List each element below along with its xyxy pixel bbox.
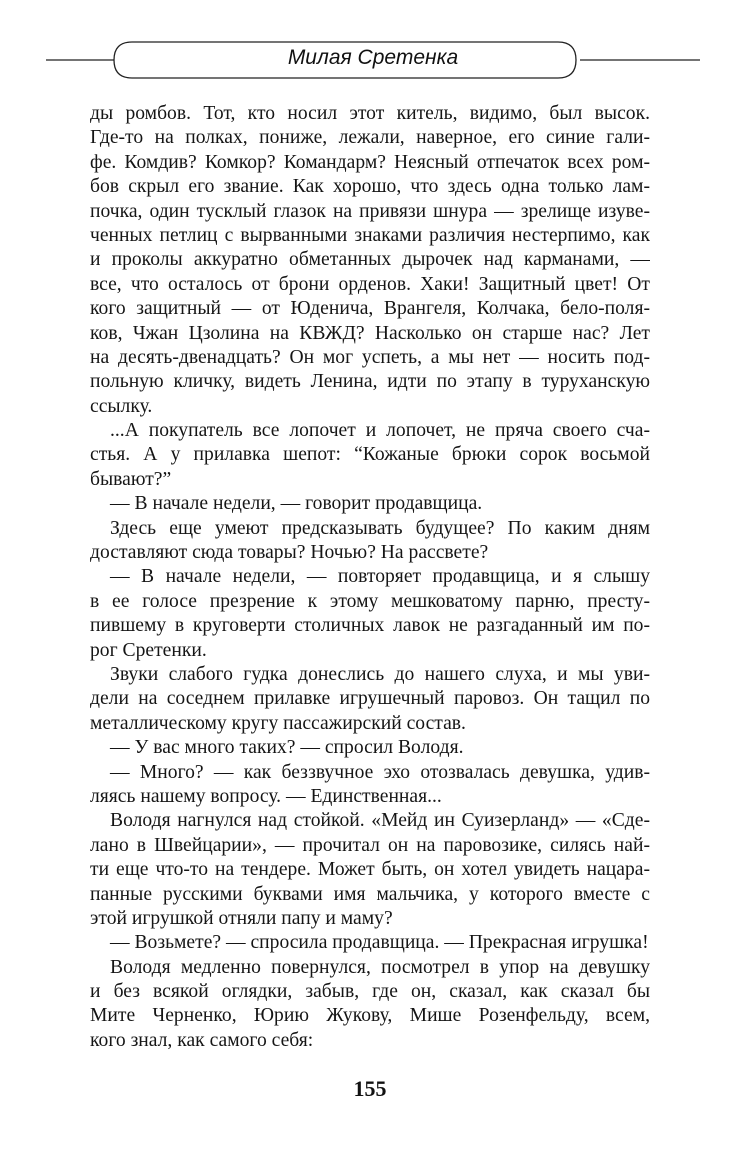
text-line: почка, один тусклый глазок на привязи шнура — зрелище изуве-	[90, 200, 650, 222]
text-line: на десять-двенадцать? Он мог успеть, а мы нет — носить под-	[90, 346, 650, 368]
text-line: и проколы аккуратно обметанных дырочек над карманами, —	[90, 249, 650, 271]
text-line: стья. А у прилавка шепот: “Кожаные брюки сорок восьмой	[90, 444, 650, 466]
text-line: Где-то на полках, пониже, лежали, наверное, его синие гали-	[90, 127, 650, 149]
text-line: кого защитный — от Юденича, Врангеля, Колчака, бело-поля-	[90, 298, 650, 320]
text-line: ляясь нашему вопросу. — Единственная...	[90, 785, 442, 807]
text-line: Володя нагнулся над стойкой. «Мейд ин Суизерланд» — «Сде-	[110, 810, 650, 832]
text-line: Звуки слабого гудка донеслись до нашего слуха, и мы уви-	[110, 663, 650, 685]
text-line: ти еще что-то на тендере. Может быть, он хотел увидеть нацара-	[90, 859, 650, 881]
text-line: ды ромбов. Тот, кто носил этот китель, видимо, был высок.	[90, 103, 650, 124]
text-line: — У вас много таких? — спросил Володя.	[110, 737, 464, 759]
text-line: в ее голосе презрение к этому мешковатому парню, престу-	[90, 590, 650, 612]
text-line: и без всякой оглядки, забыв, где он, сказал, как сказал бы	[90, 981, 650, 1003]
text-line: кого знал, как самого себя:	[90, 1029, 314, 1051]
text-line: рог Сретенки.	[90, 639, 207, 661]
text-line: пившему в круговерти столичных лавок не разгаданный им по-	[90, 615, 650, 637]
text-line: этой игрушкой отняли папу и маму?	[90, 907, 393, 929]
text-line: все, что осталось от брони орденов. Хаки! Защитный цвет! От	[90, 273, 650, 295]
text-line: ...А покупатель все лопочет и лопочет, не пряча своего сча-	[110, 420, 650, 442]
text-line: Здесь еще умеют предсказывать будущее? По каким дням	[110, 517, 650, 539]
text-line: — Возьмете? — спросила продавщица. — Прекрасная игрушка!	[110, 932, 649, 954]
text-line: — Много? — как беззвучное эхо отозвалась девушка, удив-	[110, 761, 650, 783]
text-line: дели на соседнем прилавке игрушечный паровоз. Он тащил по	[90, 688, 650, 710]
text-line: Володя медленно повернулся, посмотрел в упор на девушку	[110, 956, 650, 978]
text-line: лано в Швейцарии», — прочитал он на паровозике, силясь най-	[90, 834, 650, 856]
header-title: Милая Сретенка	[287, 46, 459, 69]
text-line: — В начале недели, — повторяет продавщица, и я слышу	[110, 566, 650, 588]
text-line: ченных петлиц с вырванными знаками различия нестерпимо, как	[90, 224, 650, 246]
text-line: фе. Комдив? Комкор? Командарм? Неясный отпечаток всех ром-	[90, 151, 650, 173]
text-line: польную кличку, видеть Ленина, идти по этапу в туруханскую	[90, 371, 650, 393]
running-header	[46, 38, 700, 82]
text-line: панные русскими буквами имя мальчика, у которого вместе с	[90, 883, 650, 905]
text-line: Мите Черненко, Юрию Жукову, Мише Розенфельду, всем,	[90, 1005, 650, 1027]
page-number: 155	[353, 1076, 387, 1101]
text-line: — В начале недели, — говорит продавщица.	[110, 493, 483, 515]
text-line: бов скрыл его звание. Как хорошо, что здесь одна только лам-	[90, 176, 650, 198]
body-text	[90, 102, 650, 1053]
text-line: доставляют сюда товары? Ночью? На рассвете?	[90, 542, 489, 564]
text-line: бывают?”	[90, 468, 172, 490]
text-line: металлическому кругу пассажирский состав.	[90, 712, 466, 734]
text-line: ссылку.	[90, 395, 153, 417]
text-line: ков, Чжан Цзолина на КВЖД? Насколько он старше нас? Лет	[90, 322, 650, 344]
